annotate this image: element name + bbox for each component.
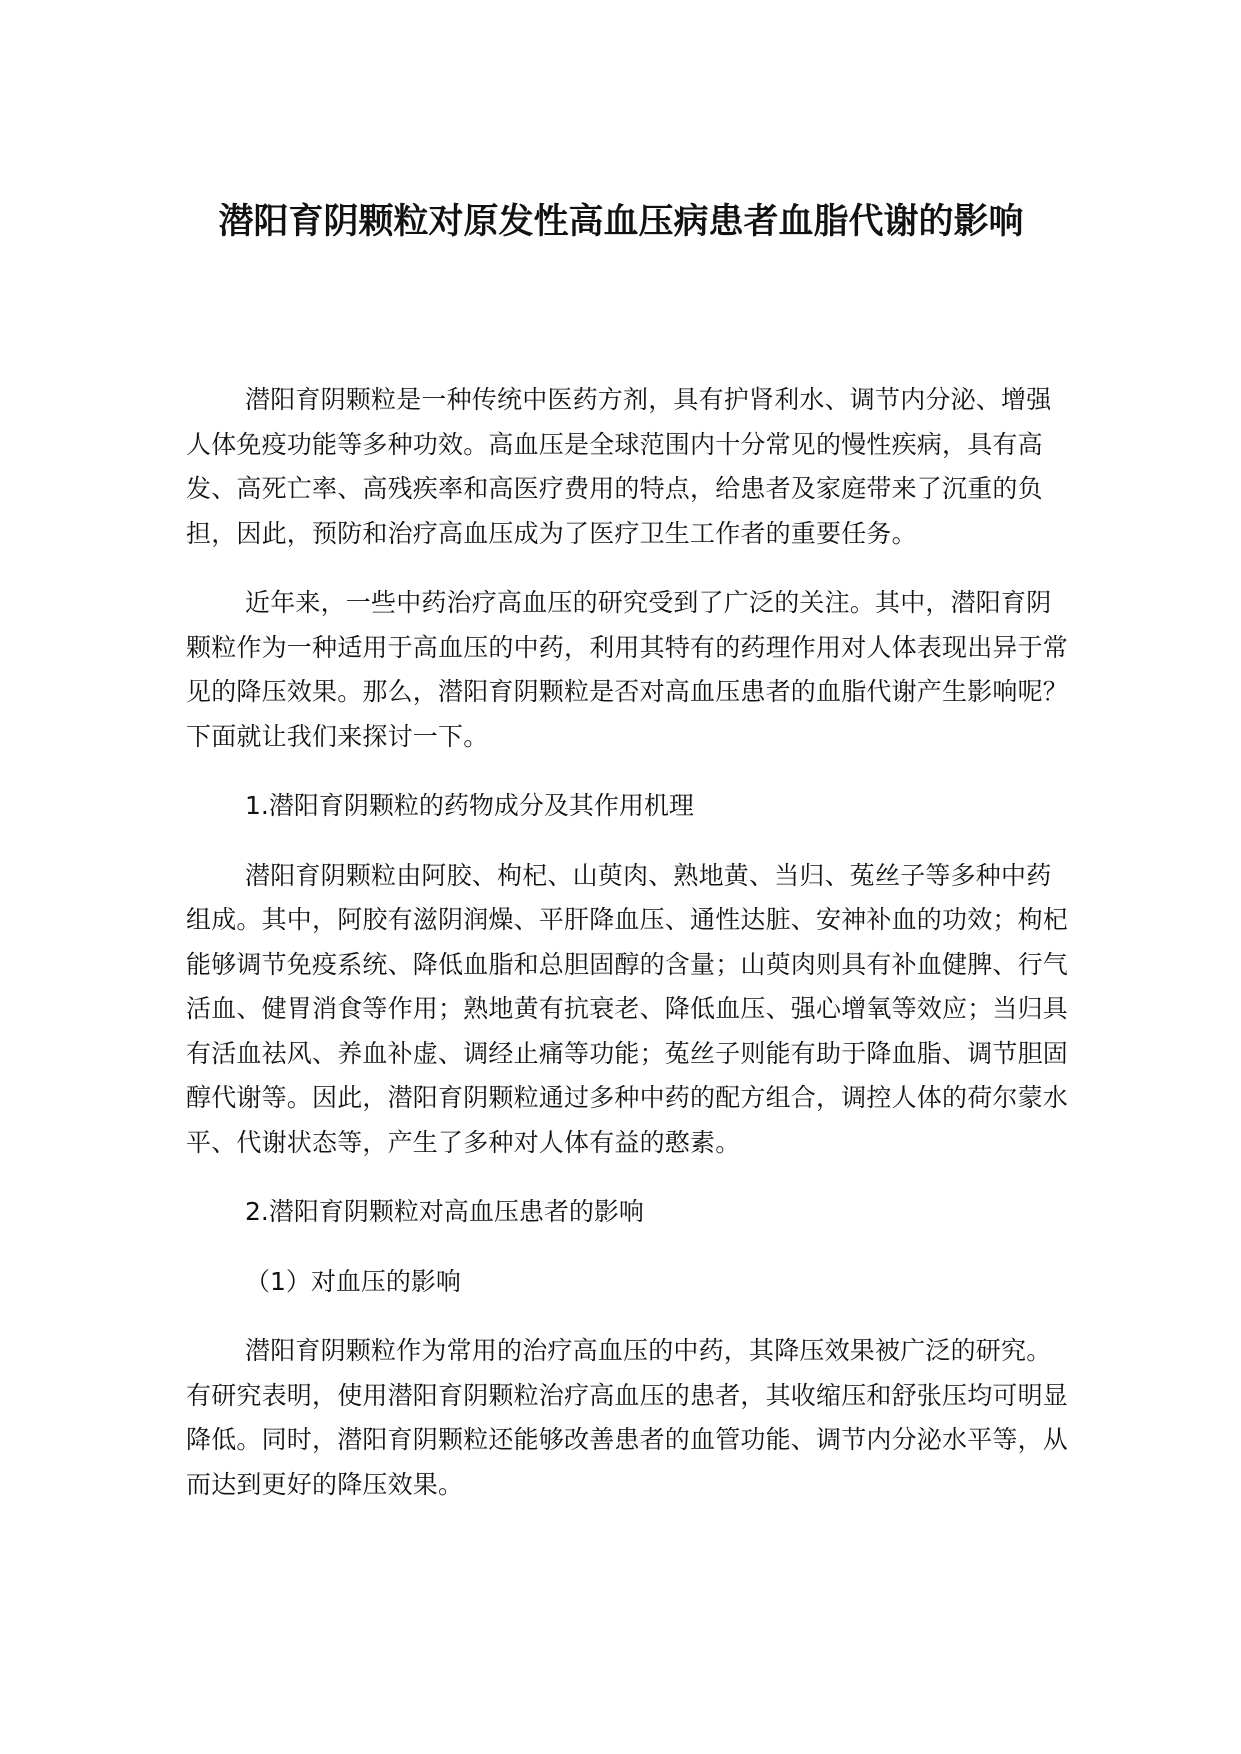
- intro-paragraph: 潜阳育阴颗粒是一种传统中医药方剂，具有护肾利水、调节内分泌、增强人体免疫功能等多种功效。高血压是全球范围内十分常见的慢性疾病，具有高发、高死亡率、高残疾率和高医疗费用的特点，给患者及家庭带来了沉重的负担，因此，预防和治疗高血压成为了医疗卫生工作者的重要任务。: [186, 385, 1052, 548]
- section-heading-ingredients: 1.潜阳育阴颗粒的药物成分及其作用机理: [245, 791, 694, 820]
- ingredients-paragraph: 潜阳育阴颗粒由阿胶、枸杞、山萸肉、熟地黄、当归、菟丝子等多种中药组成。其中，阿胶有滋阴润燥、平肝降血压、通性达脏、安神补血的功效；枸杞能够调节免疫系统、降低血脂和总胆固醇的含量；山萸肉则具有补血健脾、行气活血、健胃消食等作用；熟地黄有抗衰老、降低血压、强心增氧等效应；当归具有活血祛风、养血补虚、调经止痛等功能；菟丝子则能有助于降血脂、调节胆固醇代谢等。因此，潜阳育阴颗粒通过多种中药的配方组合，调控人体的荷尔蒙水平、代谢状态等，产生了多种对人体有益的憨素。: [186, 860, 1069, 1157]
- document-body: [186, 378, 1072, 1532]
- document-title: 潜阳育阴颗粒对原发性高血压病患者血脂代谢的影响: [218, 202, 1024, 242]
- section-heading-effects: 2.潜阳育阴颗粒对高血压患者的影响: [245, 1197, 644, 1226]
- background-paragraph: 近年来，一些中药治疗高血压的研究受到了广泛的关注。其中，潜阳育阴颗粒作为一种适用于高血压的中药，利用其特有的药理作用对人体表现出异于常见的降压效果。那么，潜阳育阴颗粒是否对高血压患者的血脂代谢产生影响呢？下面就让我们来探讨一下。: [186, 588, 1069, 751]
- blood-pressure-paragraph: 潜阳育阴颗粒作为常用的治疗高血压的中药，其降压效果被广泛的研究。有研究表明，使用潜阳育阴颗粒治疗高血压的患者，其收缩压和舒张压均可明显降低。同时，潜阳育阴颗粒还能够改善患者的血管功能、调节内分泌水平等，从而达到更好的降压效果。: [186, 1336, 1069, 1499]
- subsection-heading-blood-pressure: （1）对血压的影响: [245, 1266, 461, 1296]
